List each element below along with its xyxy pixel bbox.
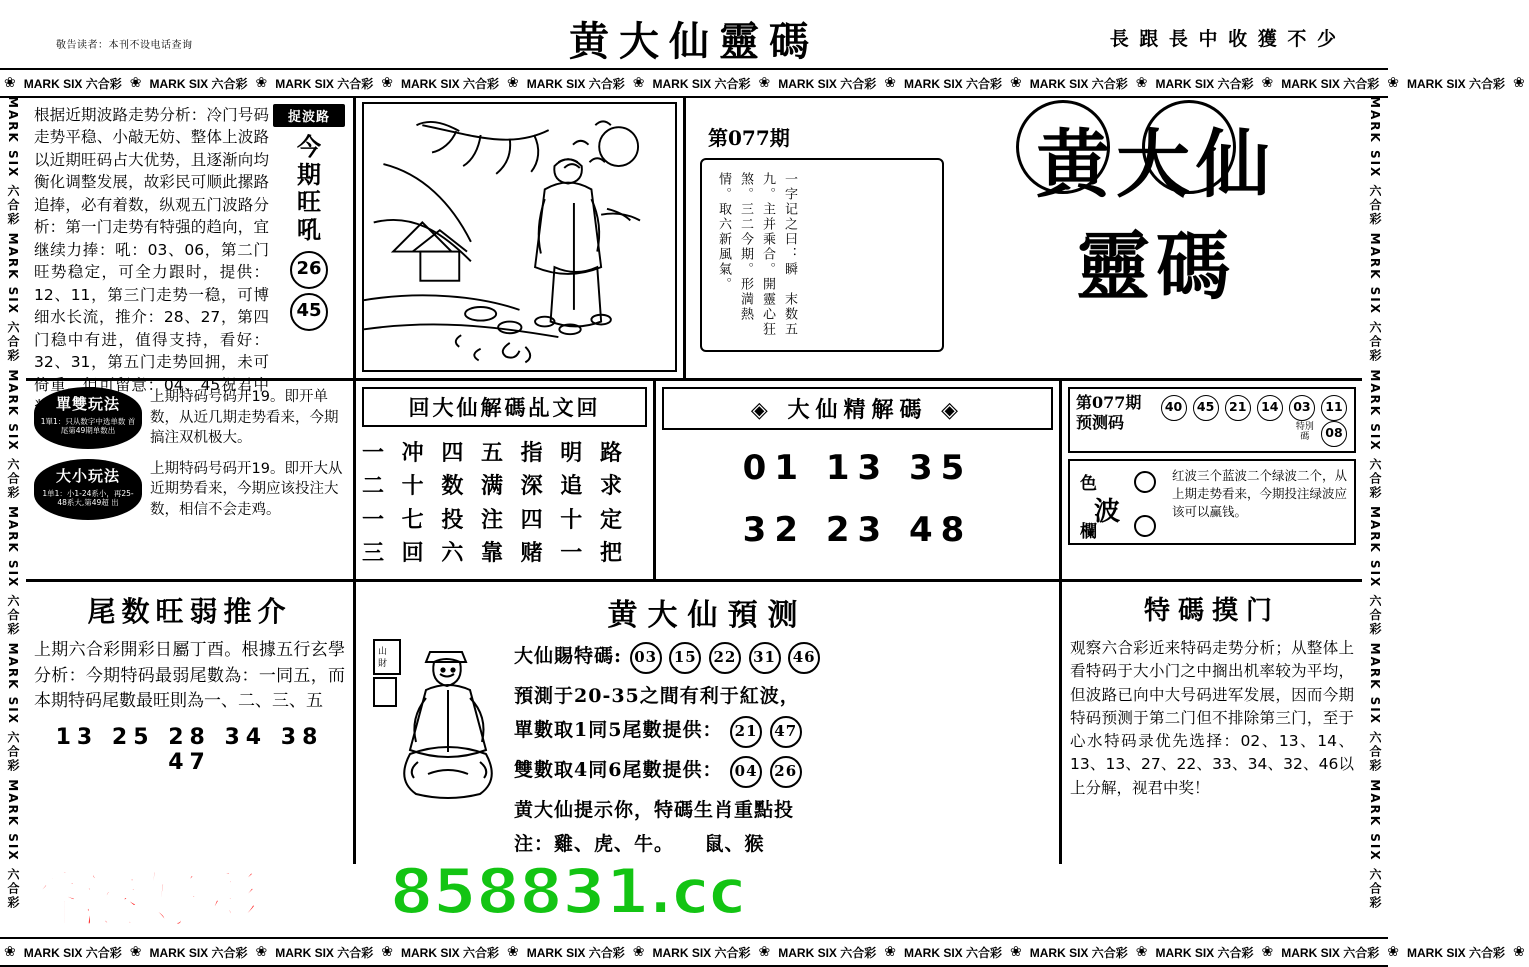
forecast-odd-line	[514, 715, 1051, 748]
flower-icon: ❀	[1513, 944, 1525, 960]
odd-even-text: 上期特码号码开19。即开单数，从近几期走势看来，今期搞注双机极大。	[150, 389, 339, 447]
tema-title: 特碼摸门	[1143, 596, 1280, 626]
marksix-label: MARK SIX 六合彩	[652, 945, 751, 960]
flower-icon: ❀	[1387, 75, 1399, 91]
prediction-ball: 11	[1321, 395, 1347, 421]
marksix-label: MARK SIX 六合彩	[1281, 945, 1380, 960]
color-wave-text: 红波三个蓝波二个绿波二个，从上期走势看来，今期投注绿波应该可以赢钱。	[1172, 468, 1348, 520]
forecast-zodiac-line: 注：雞、虎、牛。 鼠、猴	[514, 833, 765, 855]
forecast-title: 黄大仙預测	[607, 598, 808, 633]
marksix-label: MARK SIX 六合彩	[778, 945, 877, 960]
marksix-label: MARK SIX 六合彩	[23, 76, 122, 91]
prediction-ball: 40	[1161, 395, 1187, 421]
flower-icon: ❀	[1387, 944, 1399, 960]
masthead-slogan: 長 跟 長 中 收 獲 不 少	[1109, 28, 1338, 50]
forecast-odd-ball: 21	[730, 716, 762, 748]
prediction-number-list	[1141, 393, 1348, 447]
forecast-range-line: 預測于20-35之間有利于紅波，	[514, 685, 800, 707]
forecast-even-ball: 26	[770, 756, 802, 788]
sage-figure-svg	[368, 634, 518, 814]
flower-icon: ❀	[507, 944, 519, 960]
verses-header: 回大仙解碼乩文回	[362, 387, 647, 427]
flower-icon: ❀	[1010, 75, 1022, 91]
tail-number: 28	[168, 724, 211, 750]
flower-icon: ❀	[1513, 75, 1525, 91]
prediction-ball: 03	[1289, 395, 1315, 421]
forecast-special-ball: 22	[709, 642, 741, 674]
flower-icon: ❀	[129, 75, 142, 91]
svg-text:財: 財	[378, 659, 388, 669]
tema-text: 观察六合彩近来特码走势分析；从整体上看特码于大小门之中搁出机率较为平均，但波路已向中大号码进军发展，因而今期特码预测于第二门但不排除第三门，至于心水特码录优先选择：02、13、14、13、13、27、22、33、34、32、46以上分解，视君中奖！	[1070, 639, 1354, 797]
forecast-special-ball: 03	[630, 642, 662, 674]
flower-icon: ❀	[1135, 944, 1148, 960]
jingjie-number: 23	[825, 510, 890, 550]
flower-icon: ❀	[507, 75, 519, 91]
diamond-icon-right: ◈	[941, 397, 965, 423]
forecast-special-line	[514, 641, 1051, 674]
sage-landscape-illustration	[364, 104, 675, 370]
issue-logo-panel	[686, 96, 1362, 378]
play-method-big-small	[34, 459, 345, 521]
jingjie-number: 32	[742, 510, 806, 550]
ribbon-balls	[273, 247, 345, 331]
prediction-issue-label: 第077期	[1076, 393, 1142, 412]
logo-line-1: 黄大仙	[1036, 122, 1276, 208]
prediction-issue-labels	[1076, 393, 1141, 433]
jingjie-header	[662, 387, 1053, 430]
ribbon-ball: 45	[290, 293, 328, 331]
marksix-label: MARK SIX 六合彩	[1029, 76, 1128, 91]
marksix-label: MARK SIX 六合彩	[275, 76, 374, 91]
forecast-odd-label: 單數取1同5尾數提供：	[514, 719, 723, 741]
circle-icon-top	[1134, 471, 1156, 493]
jingjie-number: 35	[909, 448, 973, 488]
color-wave-labels	[1076, 467, 1172, 542]
marksix-label: MARK SIX 六合彩	[1155, 76, 1254, 91]
rail-left-text: MARK SIX 六合彩 MARK SIX 六合彩 MARK SIX 六合彩 MARK SIX 六合彩 MARK SIX 六合彩 MARK SIX 六合彩	[6, 96, 20, 910]
jingjie-panel	[656, 381, 1062, 579]
jingjie-row-1	[662, 448, 1053, 488]
flower-icon: ❀	[632, 75, 645, 91]
jingjie-row-2	[662, 510, 1053, 550]
jingjie-number: 48	[909, 510, 973, 550]
ribbon-tag: 捉波路	[273, 104, 345, 127]
forecast-special-ball: 15	[669, 642, 701, 674]
tail-number: 13	[55, 724, 99, 750]
seated-sage-illustration	[368, 634, 518, 814]
masthead-note: 敬告读者：本刊不设电话查询	[56, 40, 193, 51]
illustration-frame	[362, 102, 677, 372]
forecast-lines	[514, 641, 1051, 856]
prediction-ball: 21	[1225, 395, 1251, 421]
marksix-label: MARK SIX 六合彩	[526, 76, 625, 91]
flower-icon: ❀	[758, 75, 771, 91]
rail-left	[0, 96, 26, 937]
issue-label: 第077期	[708, 126, 790, 150]
tail-number: 25	[111, 724, 155, 750]
marksix-label: MARK SIX 六合彩	[400, 76, 499, 91]
marksix-label: MARK SIX 六合彩	[1029, 945, 1128, 960]
forecast-even-line	[514, 755, 1051, 788]
tail-numbers-panel	[26, 582, 356, 864]
prediction-codes-header	[1068, 387, 1356, 453]
special-code-ball: 08	[1321, 421, 1347, 447]
marksix-label: MARK SIX 六合彩	[1406, 945, 1505, 960]
ribbon-title: 今 期 旺 吼	[297, 132, 321, 244]
rail-right-text: MARK SIX 六合彩 MARK SIX 六合彩 MARK SIX 六合彩 MARK SIX 六合彩 MARK SIX 六合彩 MARK SIX 六合彩	[1368, 96, 1382, 910]
prediction-codes-panel	[1062, 381, 1362, 579]
forecast-tip-line: 黄大仙提示你，特碼生肖重點投	[514, 799, 795, 821]
marksix-label: MARK SIX 六合彩	[903, 76, 1002, 91]
flower-icon: ❀	[1261, 75, 1274, 91]
marksix-label: MARK SIX 六合彩	[778, 76, 877, 91]
hot-numbers-ribbon	[273, 104, 345, 374]
verse-line: 三 回 六 靠 赌 一 把	[362, 540, 627, 567]
color-wave-panel	[1068, 459, 1356, 545]
big-small-badge	[34, 459, 142, 521]
flower-icon: ❀	[884, 944, 896, 960]
flower-icon: ❀	[758, 944, 771, 960]
flower-icon: ❀	[381, 944, 393, 960]
illustration-panel	[356, 96, 686, 378]
play-method-odd-even	[34, 387, 345, 449]
content-body	[26, 96, 1362, 937]
tema-panel	[1062, 582, 1362, 864]
flower-icon: ❀	[632, 944, 645, 960]
verse-line: 一 冲 四 五 指 明 路	[362, 440, 627, 466]
verses-list	[362, 437, 647, 571]
odd-even-badge-title: 單雙玩法	[55, 395, 120, 413]
marksix-label: MARK SIX 六合彩	[23, 945, 122, 960]
jingjie-number: 01	[742, 448, 806, 488]
marksix-label: MARK SIX 六合彩	[149, 945, 248, 960]
flower-icon: ❀	[255, 944, 268, 960]
forecast-even-label: 雙數取4同6尾數提供：	[514, 759, 723, 781]
tail-numbers-list	[34, 725, 345, 775]
third-row	[26, 582, 1362, 864]
forecast-odd-ball: 47	[770, 716, 802, 748]
logo-line-2: 靈碼	[1076, 224, 1236, 310]
flower-icon: ❀	[255, 75, 268, 91]
color-wave-char-1: 色	[1080, 474, 1097, 494]
tail-number: 38	[280, 724, 324, 750]
marksix-label: MARK SIX 六合彩	[1155, 945, 1254, 960]
tail-number: 47	[168, 749, 211, 775]
flower-icon: ❀	[1261, 944, 1274, 960]
marksix-label: MARK SIX 六合彩	[149, 76, 248, 91]
odd-even-badge-sub: 1單1：只从数字中选单数 首尾第49期单数出	[40, 417, 136, 436]
forecast-special-label: 大仙賜特碼:	[514, 645, 623, 667]
verse-line: 二 十 数 满 深 追 求	[362, 473, 627, 500]
flower-icon: ❀	[129, 944, 142, 960]
diamond-icon-left: ◈	[750, 397, 774, 423]
prediction-ball: 45	[1193, 395, 1219, 421]
marksix-label: MARK SIX 六合彩	[652, 76, 751, 91]
forecast-even-ball: 04	[730, 756, 762, 788]
analysis-text: 根据近期波路走势分析：冷门号码走势平稳、小敲无妨、整体上波路以近期旺码占大优势，且逐渐向均衡化调整发展，故彩民可顺此摞路追捧，必有着数，纵观五门波路分析：第一门走势有特强的趋向，宜继续力捧：吼：03、06，第二门旺势稳定，可全力跟时，提供：12、11，第三门走势一稳，可博细水长流，推介：28、27，第四门稳中有进，值得支持，看好：32、31，第五门走势回拥，未可倚重，但可留意：04、45祝君中奖！	[34, 106, 269, 417]
prediction-sub-label: 预测码	[1076, 413, 1125, 432]
special-code-label: 特別 碼	[1295, 421, 1314, 442]
marksix-label: MARK SIX 六合彩	[1406, 76, 1505, 91]
color-wave-char-2: 波	[1094, 497, 1121, 527]
tail-numbers-title: 尾数旺弱推介	[87, 595, 292, 628]
flower-icon: ❀	[381, 75, 393, 91]
marksix-label: MARK SIX 六合彩	[1281, 76, 1380, 91]
verse-line: 一 七 投 注 四 十 定	[362, 506, 627, 533]
second-row	[26, 381, 1362, 582]
masthead	[0, 0, 1388, 68]
marksix-label: MARK SIX 六合彩	[903, 945, 1002, 960]
marksix-label: MARK SIX 六合彩	[275, 945, 374, 960]
forecast-special-ball: 46	[788, 642, 820, 674]
circle-icon-bottom	[1134, 515, 1156, 537]
brand-logo	[956, 100, 1356, 360]
ribbon-ball: 26	[290, 251, 328, 289]
flower-icon: ❀	[884, 75, 896, 91]
marksix-strip-top	[0, 68, 1525, 98]
tail-number: 34	[224, 724, 268, 750]
flower-icon: ❀	[4, 944, 16, 960]
flower-icon: ❀	[4, 75, 16, 91]
page-title: 黄大仙靈碼	[569, 18, 819, 65]
big-small-badge-title: 大小玩法	[55, 466, 120, 485]
flower-icon: ❀	[1135, 75, 1148, 91]
scroll-text: 一字记之曰：瞬 末数五九。主并乘合。開靈心狂煞。三二今期。形満熱情。取六新風氣。	[716, 172, 797, 337]
forecast-special-ball: 31	[749, 642, 781, 674]
color-wave-char-3: 欄	[1080, 522, 1097, 542]
marksix-label: MARK SIX 六合彩	[526, 945, 625, 960]
marksix-strip-bottom	[0, 937, 1525, 967]
watermark-red-text: 香港好彩	[20, 866, 260, 936]
rail-right	[1362, 96, 1388, 937]
scroll-note	[700, 158, 944, 352]
verses-panel	[356, 381, 656, 579]
watermark-green-text: 858831.cc	[390, 855, 746, 928]
svg-text:山: 山	[378, 647, 388, 657]
jingjie-number: 13	[825, 448, 890, 488]
flower-icon: ❀	[1010, 944, 1022, 960]
marksix-label: MARK SIX 六合彩	[400, 945, 499, 960]
prediction-ball: 14	[1257, 395, 1283, 421]
big-small-badge-sub: 1单1：小1-24系小，再25-48系大,第49超 出	[42, 488, 134, 508]
play-methods-panel	[26, 381, 356, 579]
forecast-panel	[356, 582, 1062, 864]
jingjie-header-text: 大仙精解碼	[787, 397, 928, 423]
big-small-text: 上期特码号码开19。即开大从近期势看来，今期应该投注大数，相信不会走鸡。	[150, 460, 343, 518]
tail-numbers-text: 上期六合彩開彩日屬丁酉。根據五行玄學分析：今期特码最弱尾數為：一同五，而本期特码尾數最旺則為一、二、三、五	[34, 640, 345, 711]
